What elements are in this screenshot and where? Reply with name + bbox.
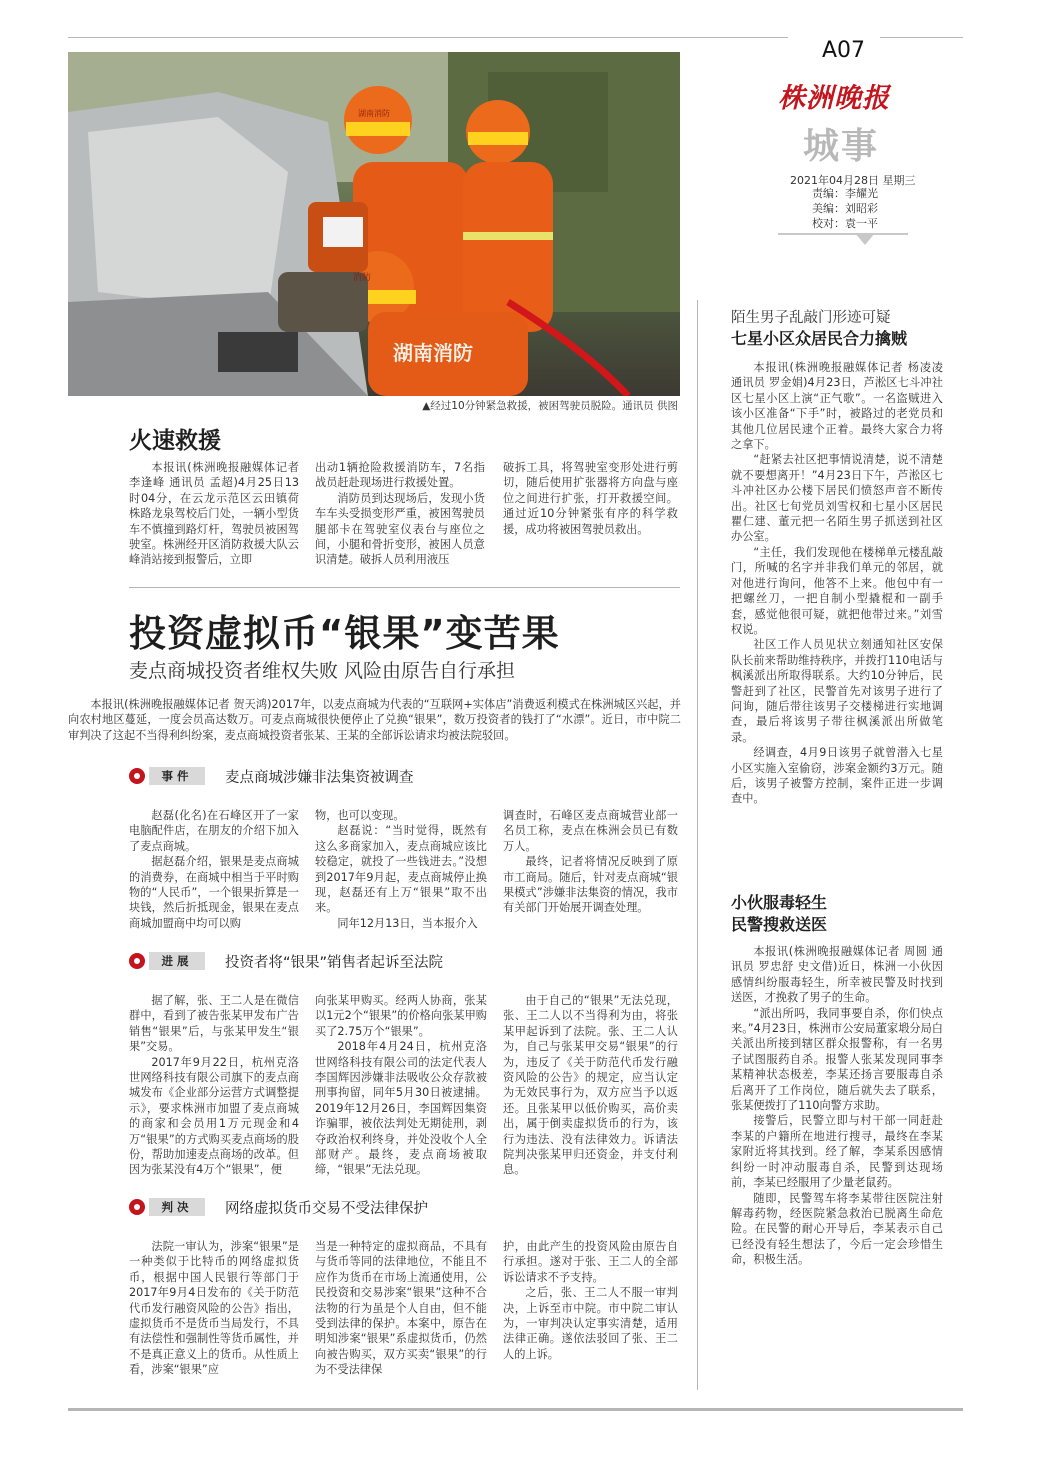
verdict-col2 bbox=[315, 1239, 487, 1378]
event-col2-a: 物，也可以变现。 bbox=[315, 809, 405, 822]
story1-col2-text-a: 出动1辆抢险救援消防车，7名指战员赶赴现场进行救援处置。 bbox=[315, 461, 485, 490]
section-progress-tag: 进展 bbox=[149, 952, 205, 970]
progress-col1-a: 据了解，张、王二人是在微信群中，看到了被告张某甲发布广告销售“银果”后，与张某甲发生“银果”交易。 bbox=[129, 994, 299, 1054]
page-date: 2021年04月28日 星期三 bbox=[790, 174, 916, 187]
event-col3-b: 最终，记者将情况反映到了原市工商局。随后，针对麦点商城“银果模式”涉嫌非法集资的情况，我市有关部门开始展开调查处理。 bbox=[503, 855, 678, 915]
story4-para-4: 随即，民警驾车将李某带往医院注射解毒药物，经医院紧急救治已脱离生命危险。在民警的耐心开导后，李某表示自己已经没有轻生想法了，今后一定会珍惜生命，积极生活。 bbox=[731, 1191, 943, 1267]
story4-para-3: 接警后，民警立即与村干部一同赶赴李某的户籍所在地进行搜寻，最终在李某家附近将其找到。经了解，李某系因感情纠纷一时冲动服毒自杀，民警到达现场前，李某已经服用了少量老鼠药。 bbox=[731, 1114, 943, 1190]
editor-credit: 责编：李耀光 bbox=[812, 187, 878, 200]
designer-credit: 美编：刘昭彩 bbox=[812, 202, 878, 215]
section-event-title: 麦点商城涉嫌非法集资被调查 bbox=[225, 770, 414, 786]
verdict-col1 bbox=[129, 1239, 299, 1378]
story3-kicker: 陌生男子乱敲门形迹可疑 bbox=[731, 310, 891, 326]
story3-title: 七星小区众居民合力擒贼 bbox=[731, 329, 908, 348]
story1-title: 火速救援 bbox=[129, 428, 221, 454]
story1-col2-text-b: 消防员到达现场后，发现小货车车头受损变形严重，被困驾驶员腿部卡在驾驶室仪表台与座位之间，小腿和骨折变形，被困人员意识清楚。破拆人员利用液压 bbox=[315, 491, 485, 567]
masthead-logo: 株洲晚报 bbox=[778, 83, 890, 114]
verdict-col3-b: 之后，张、王二人不服一审判决，上诉至市中院。市中院二审认为，一审判决认定事实清楚，适用法律正确。遂依法驳回了张、王二人的上诉。 bbox=[503, 1286, 678, 1361]
story2-lead bbox=[68, 697, 681, 743]
story1-col1 bbox=[129, 460, 299, 568]
story1-col1-text: 本报讯(株洲晚报融媒体记者 李逢峰 通讯员 孟超)4月25日13时04分，在云龙示范区云田镇荷株路龙泉驾校后门处，一辆小型货车不慎撞到路灯杆，驾驶员被困驾驶室。株洲经开区消防救援大队云峰消站接到报警后，立即 bbox=[129, 461, 299, 567]
story4-para-1: 本报讯(株洲晚报融媒体记者 周圆 通讯员 罗忠舒 史文借)近日，株洲一小伙因感情纠纷服毒轻生，所幸被民警及时找到送医，才挽救了男子的生命。 bbox=[731, 945, 943, 1005]
verdict-col3-a: 护，由此产生的投资风险由原告自行承担。遂对于张、王二人的全部诉讼请求不予支持。 bbox=[503, 1240, 678, 1284]
progress-col2-b: 2018年4月24日，杭州克洛世网络科技有限公司的法定代表人李国辉因涉嫌非法吸收公众存款被刑事拘留，同年5月30日被逮捕。2019年12月26日，李国辉因集资诈骗罪，被依法判处无期徒刑，剥夺政治权利终身，并处没收个人全部财产。最终，麦点商场被取缔，“银果”无法兑现。 bbox=[315, 1040, 487, 1177]
story4-body bbox=[731, 944, 943, 1268]
progress-col1 bbox=[129, 993, 299, 1178]
rescue-photo bbox=[68, 52, 680, 396]
section-event-header bbox=[129, 765, 629, 787]
progress-col1-b: 2017年9月22日，杭州克洛世网络科技有限公司旗下的麦点商城发布《企业部分运营方式调整提示》，要求株洲市加盟了麦点商城的商家和会员用1万元现金和4万“银果”的方式购买麦点商场的股份，帮助加速麦点商场的改革。但因为张某没有4万个“银果”，便 bbox=[129, 1055, 299, 1177]
event-col2 bbox=[315, 808, 487, 931]
story2-title: 投资虚拟币“银果”变苦果 bbox=[129, 612, 560, 655]
helmet-label-2: 消防 bbox=[353, 273, 372, 283]
event-col3 bbox=[503, 808, 678, 916]
helmet-label-1: 湖南消防 bbox=[358, 109, 390, 118]
progress-col3-a: 由于自己的“银果”无法兑现，张、王二人以不当得利为由，将张某甲起诉到了法院。张、王二人认为，自己与张某甲交易“银果”的行为，违反了《关于防范代币发行融资风险的公告》的规定，应当认定为无效民事行为，双方应当予以返还。且张某甲以低价购买，高价卖出，属于倒卖虚拟货币的行为，该行为违法、没有法律效力。诉请法院判决张某甲归还资金，并支付利息。 bbox=[503, 994, 678, 1177]
story1-col2 bbox=[315, 460, 485, 568]
bottom-rule bbox=[68, 1408, 963, 1411]
story2-lead-text: 本报讯(株洲晚报融媒体记者 贺天鸿)2017年，以麦点商城为代表的“互联网+实体店”消费返利模式在株洲城区兴起，并向农村地区蔓延，一度会员高达数万。可麦点商城很快便停止了兑换“银果”，数万投资者的钱打了“水漂”。近日，市中院二审判决了这起不当得利纠纷案，麦点商城投资者张某、王某的全部诉讼请求均被法院驳回。 bbox=[68, 698, 681, 742]
header-divider bbox=[778, 233, 908, 235]
proofreader-credit: 校对：袁一平 bbox=[812, 217, 878, 230]
story1-bottom-rule bbox=[129, 587, 680, 588]
progress-col3 bbox=[503, 993, 678, 1178]
story1-col3-text: 破拆工具，将驾驶室变形处进行剪切，随后使用扩张器将方向盘与座位之间进行扩张，打开救援空间。通过近10分钟紧张有序的科学救援，成功将被困驾驶员救出。 bbox=[503, 461, 678, 536]
section-progress-header bbox=[129, 950, 629, 972]
section-label: 城事 bbox=[803, 126, 880, 167]
section-dot-icon bbox=[129, 768, 145, 784]
photo-caption: ▲经过10分钟紧急救援，被困驾驶员脱险。通讯员 供图 bbox=[422, 400, 678, 412]
section-progress-title: 投资者将“银果”销售者起诉至法院 bbox=[225, 955, 444, 971]
story4-title-line1: 小伙服毒轻生 bbox=[731, 893, 828, 912]
verdict-col1-text: 法院一审认为，涉案“银果”是一种类似于比特币的网络虚拟货币，根据中国人民银行等部门于2017年9月4日发布的《关于防范代币发行融资风险的公告》指出，虚拟货币不是货币当局发行，不具有法偿性和强制性等货币属性，并不是真正意义上的货币。从性质上看，涉案“银果”应 bbox=[129, 1240, 299, 1377]
section-event-tag: 事件 bbox=[149, 767, 205, 785]
event-col1-b: 据赵磊介绍，银果是麦点商城的消费券，在商城中相当于平时购物的“人民币”，一个银果折算是一块钱，然后折抵现金，银果在麦点商城加盟商中均可以购 bbox=[129, 855, 299, 930]
story3-para-3: “主任，我们发现他在楼梯单元楼乱敲门，所喊的名字并非我们单元的邻居，就对他进行询问，他答不上来。他包中有一把螺丝刀，一把自制小型撬棍和一副手套，感觉他很可疑，就把他带过来。”刘雪权说。 bbox=[731, 545, 943, 636]
top-rule bbox=[68, 37, 788, 38]
event-col1-a: 赵磊(化名)在石峰区开了一家电脑配件店，在朋友的介绍下加入了麦点商城。 bbox=[129, 809, 299, 853]
event-col2-b: 赵磊说：“当时觉得，既然有这么多商家加入，麦点商城应该比较稳定，就投了一些钱进去。”没想到2017年9月起，麦点商城停止换现，赵磊还有上万“银果”取不出来。 bbox=[315, 824, 487, 915]
story3-para-4: 社区工作人员见状立刻通知社区安保队长前来帮助维持秩序，并拨打110电话与枫溪派出所取得联系。大约10分钟后，民警赶到了社区，民警首先对该男子进行了问询，随后带往该男子交楼梯进行实地调查，最后将该男子带往枫溪派出所做笔录。 bbox=[731, 638, 943, 744]
event-col3-a: 调查时，石峰区麦点商城营业部一名员工称，麦点在株洲会员已有数万人。 bbox=[503, 809, 678, 853]
section-verdict-header bbox=[129, 1196, 629, 1218]
section-dot-icon bbox=[129, 953, 145, 969]
story1-col3 bbox=[503, 460, 678, 537]
uniform-label: 湖南消防 bbox=[393, 341, 473, 365]
page-number: A07 bbox=[822, 38, 866, 63]
story3-para-2: “赶紧去社区把事情说清楚，说不清楚就不要想离开！”4月23日下午，芦淞区七斗冲社区办公楼下居民们愤怒声音不断传出。社区七旬党员刘雪权和七星小区居民瞿仁建、董元把一名陌生男子抓送到社区办公室。 bbox=[731, 453, 943, 544]
progress-col2 bbox=[315, 993, 487, 1178]
verdict-col2-text: 当是一种特定的虚拟商品，不具有与货币等同的法律地位，不能且不应作为货币在市场上流通使用，公民投资和交易涉案“银果”这种不合法物的行为虽是个人自由，但不能受到法律的保护。本案中，原告在明知涉案“银果”系虚拟货币，仍然向被告购买，双方买卖“银果”的行为不受法律保 bbox=[315, 1240, 487, 1377]
verdict-col3 bbox=[503, 1239, 678, 1362]
story3-para-5: 经调查，4月9日该男子就曾潜入七星小区实施入室偷窃，涉案金额约3万元。随后，该男子被警方控制，案件正进一步调查中。 bbox=[731, 746, 943, 806]
column-divider bbox=[697, 300, 698, 1390]
event-col1 bbox=[129, 808, 299, 931]
section-verdict-title: 网络虚拟货币交易不受法律保护 bbox=[225, 1201, 428, 1217]
top-rule-right bbox=[880, 37, 963, 38]
story2-subtitle: 麦点商城投资者维权失败 风险由原告自行承担 bbox=[129, 660, 516, 682]
section-dot-icon bbox=[129, 1199, 145, 1215]
story3-para-1: 本报讯(株洲晚报融媒体记者 杨凌凌 通讯员 罗金娟)4月23日，芦淞区七斗冲社区七星小区上演“正气歌”。一名盗贼进入该小区准备“下手”时，被路过的老党员和其他几位居民逮个正着。最终大家合力将之拿下。 bbox=[731, 361, 943, 452]
header-divider-arrow bbox=[855, 233, 875, 245]
rescue-photo-drawing bbox=[68, 52, 680, 396]
story4-title-line2: 民警搜救送医 bbox=[731, 915, 828, 934]
progress-col2-a: 向张某甲购买。经两人协商，张某以1元2个“银果”的价格向张某甲购买了2.75万个“银果”。 bbox=[315, 994, 487, 1038]
story3-body bbox=[731, 360, 943, 807]
event-col2-c: 同年12月13日，当本报介入 bbox=[337, 916, 478, 930]
section-verdict-tag: 判决 bbox=[149, 1198, 205, 1216]
story4-para-2: “派出所吗，我同事要自杀，你们快点来。”4月23日，株洲市公安局董家塅分局白关派出所接到辖区群众报警称，有一名男子试图服药自杀。报警人张某发现同事李某精神状态极差，李某还扬言要服毒自杀后离开了工作岗位，随后就失去了联系，张某便拨打了110向警方求助。 bbox=[731, 1006, 943, 1113]
